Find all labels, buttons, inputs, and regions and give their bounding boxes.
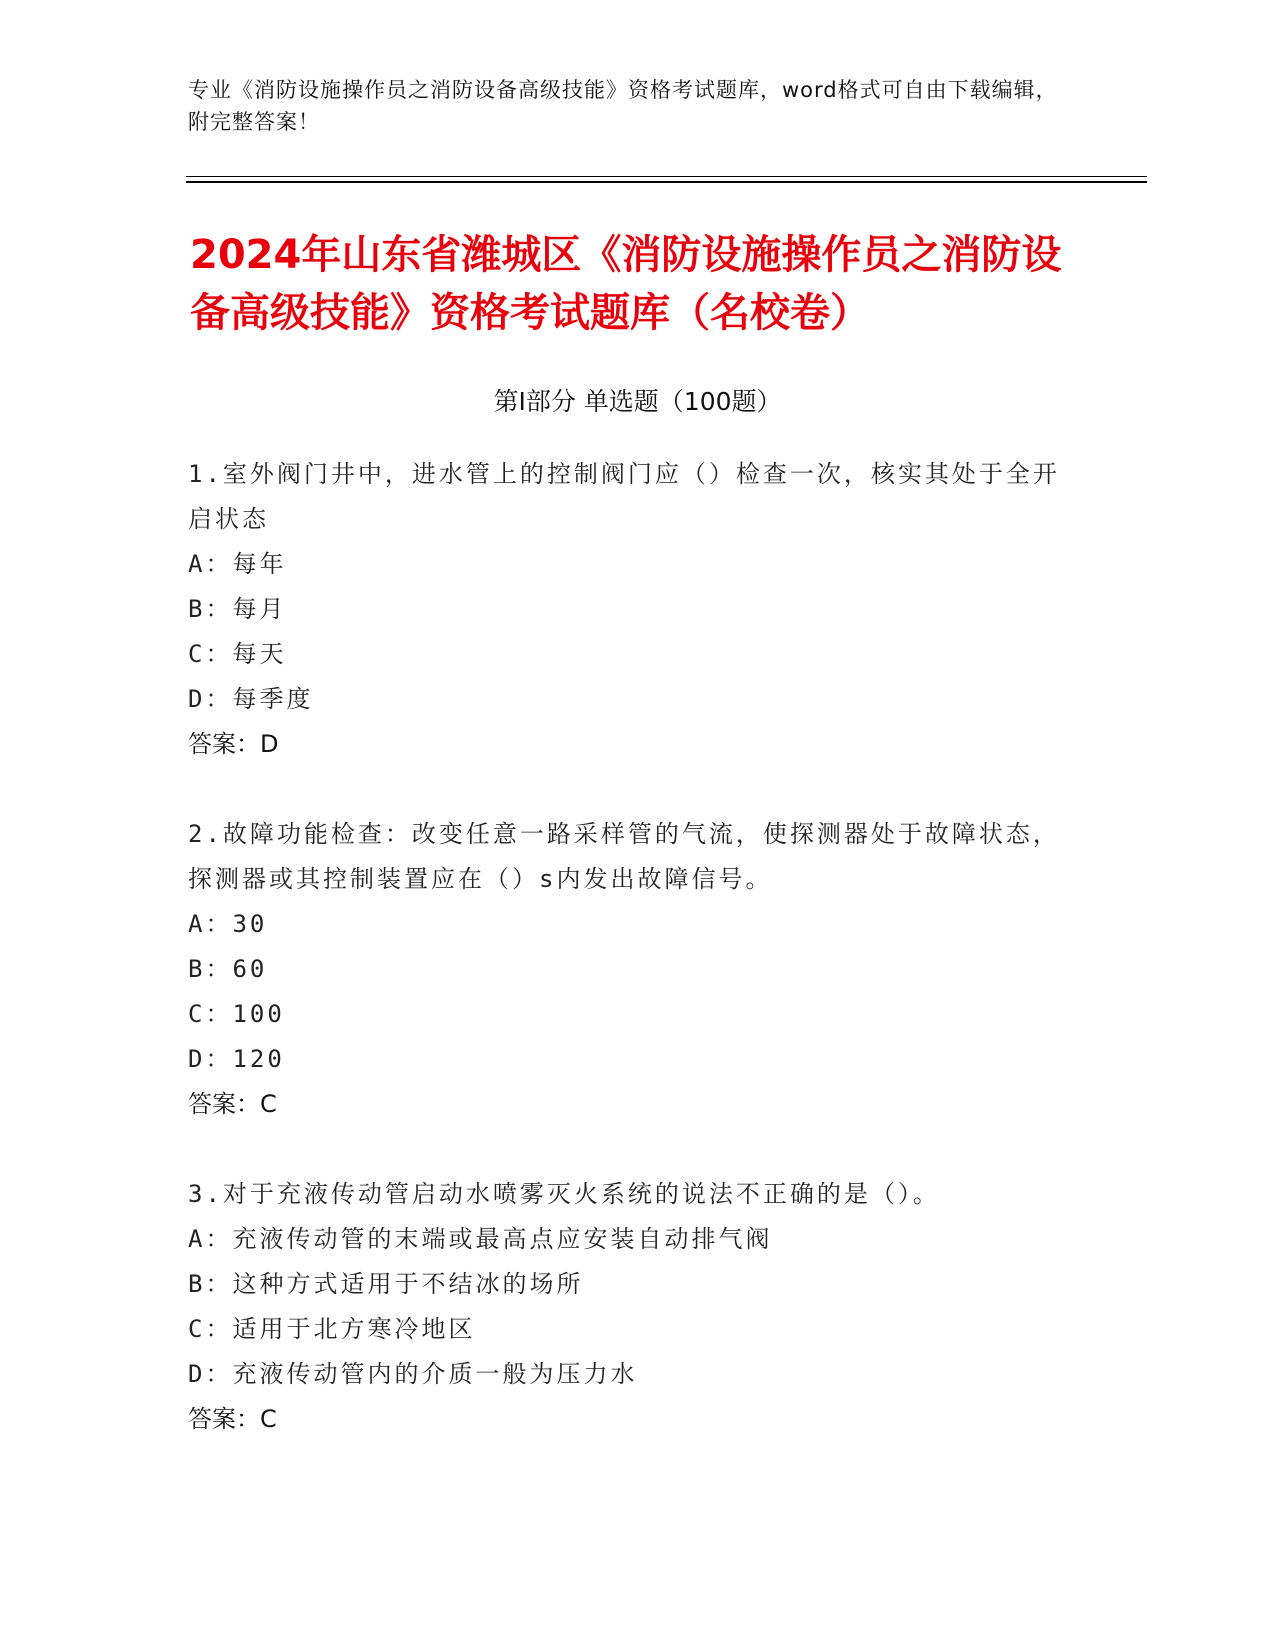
option-d: D：每季度 <box>188 685 314 713</box>
header-note: 专业《消防设施操作员之消防设备高级技能》资格考试题库，word格式可自由下载编辑，附完整答案！ <box>188 78 1058 134</box>
question-text: 1.室外阀门井中，进水管上的控制阀门应（）检查一次，核实其处于全开启状态 <box>188 460 1060 533</box>
option-a: A：30 <box>188 910 268 938</box>
question-2 <box>188 812 1068 1127</box>
option-d: D：120 <box>188 1045 285 1073</box>
option-c: C：100 <box>188 1000 285 1028</box>
section-title: 第Ⅰ部分 单选题（100题） <box>493 387 782 416</box>
header-rule-thick <box>186 181 1147 183</box>
option-c: C：每天 <box>188 640 287 668</box>
question-1 <box>188 452 1068 767</box>
answer: 答案：C <box>188 1405 277 1433</box>
answer: 答案：D <box>188 730 279 758</box>
option-c: C：适用于北方寒冷地区 <box>188 1315 476 1343</box>
option-a: A：每年 <box>188 550 287 578</box>
document-title: 2024年山东省潍城区《消防设施操作员之消防设备高级技能》资格考试题库（名校卷） <box>190 232 1062 336</box>
question-text: 2.故障功能检查：改变任意一路采样管的气流，使探测器处于故障状态，探测器或其控制装置应在（）s内发出故障信号。 <box>188 820 1060 893</box>
option-b: B：这种方式适用于不结冰的场所 <box>188 1270 584 1298</box>
answer: 答案：C <box>188 1090 277 1118</box>
header-rule-thin <box>186 176 1147 177</box>
question-text: 3.对于充液传动管启动水喷雾灭火系统的说法不正确的是（）。 <box>188 1180 940 1208</box>
question-3 <box>188 1172 1068 1442</box>
option-a: A：充液传动管的末端或最高点应安装自动排气阀 <box>188 1225 773 1253</box>
option-b: B：每月 <box>188 595 287 623</box>
option-d: D：充液传动管内的介质一般为压力水 <box>188 1360 638 1388</box>
option-b: B：60 <box>188 955 268 983</box>
